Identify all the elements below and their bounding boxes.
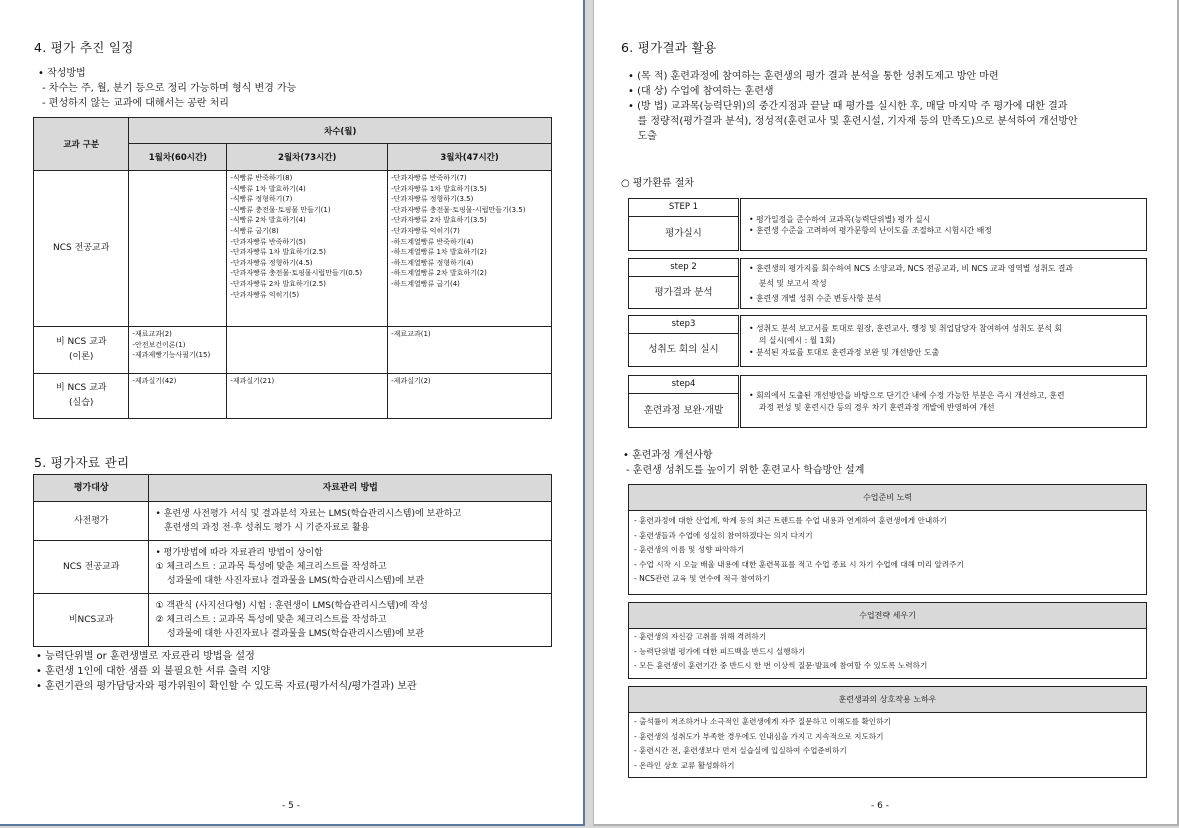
table-row-non-ncs-practice [34,374,552,419]
month-3-cell: -단과자빵류 반죽하기(7) -단과자빵류 1차 발효하기(3.5) -단과자빵류 정형하기(3.5) -단과자빵류 충전물·토핑물-시럽만들기(3.5) -단과자빵류 2차 발효하기(3.5) -단과자빵류 익히기(7) -하드계열빵류 반죽하기(4) -하드계열빵류 1차 발효하기(2) -하드계열빵류 정형하기(4) -하드계열빵류 2차 발효하기(2) -하드계열빵류 굽기(4) [388,171,552,327]
table-row: 비NCS교과 ① 객관식 (사지선다형) 시험 : 훈련생이 LMS(학습관리시스템)에 작성 ② 체크리스트 : 교과목 특성에 맞춘 체크리스트를 작성하고 성과물에 대한 사진자료나 결과물을 LMS(학습관리시스템)에 보관 [34,594,552,647]
improvement-title: • 훈련과정 개선사항 [623,450,713,461]
step-1-description: • 평가일정을 준수하여 교과목(능력단위별) 평가 실시 • 훈련생 수준을 고려하여 평가문항의 난이도를 조절하고 시험시간 배정 [740,198,1147,251]
section-4-title: 4. 평가 추진 일정 [34,40,134,55]
method-line-1: - 차수는 주, 월, 분기 등으로 정리 가능하며 형식 변경 가능 [42,83,297,94]
method-bullet-cont-1: 를 정량적(평가결과 분석), 정성적(훈련교사 및 훈련시설, 기자재 등의 만족도)으로 분석하여 개선방안 [628,116,1078,127]
note-1: • 능력단위별 or 훈련생별로 자료관리 방법을 설정 [36,651,255,662]
document-page-6 [593,0,1179,826]
month-3-cell: -제과실기(2) [388,374,552,419]
month-1-cell [129,171,227,327]
note-2: • 훈련생 1인에 대한 샘플 외 불필요한 서류 출력 지양 [36,666,271,677]
row-label: 비 NCS 교과 (이론) [34,327,129,374]
step-3-box: step3 성취도 회의 실시 [628,315,739,367]
page-number: - 5 - [282,801,300,811]
method-bullet-cont-2: 도출 [628,131,657,142]
method-bullet: • 작성방법 [38,68,86,79]
header-rounds: 차수(월) [129,118,552,144]
step-3-description: • 성취도 분석 보고서를 토대로 원장, 훈련교사, 행정 및 취업담당자 참여하여 성취도 분석 회 의 실시(예시 : 월 1회) • 분석된 자료를 토대로 훈련과정 보완 및 개선방안 도출 [740,315,1147,367]
month-2-cell [227,327,388,374]
table-row-ncs-major [34,171,552,327]
data-management-table [33,474,552,647]
header-month-2: 2월차(73시간) [227,144,388,171]
method-bullet: • (방 법) 교과목(능력단위)의 중간지점과 끝날 때 평가를 실시한 후, 매달 마지막 주 평가에 대한 결과 [628,101,1068,112]
month-2-cell: -식빵류 반죽하기(8) -식빵류 1차 발효하기(4) -식빵류 정형하기(7) -식빵류 충전물·토핑물 만들기(1) -식빵류 2차 발효하기(4) -식빵류 굽기(8) -단과자빵류 반죽하기(5) -단과자빵류 1차 발효하기(2.5) -단과자빵류 정형하기(4.5) -단과자빵류 충전물·토핑물시럽만들기(0.5) -단과자빵류 2차 발효하기(2.5) -단과자빵류 익히기(5) [227,171,388,327]
header-month-3: 3월차(47시간) [388,144,552,171]
section-5-title: 5. 평가자료 관리 [34,455,130,470]
month-1-cell: -재료교과(2) -안전보건이론(1) -제과제빵기능사필기(15) [129,327,227,374]
table-row: 사전평가 • 훈련생 사전평가 서식 및 결과분석 자료는 LMS(학습관리시스템)에 보관하고 훈련생의 과정 전·후 성취도 평가 시 기준자료로 활용 [34,502,552,541]
procedure-title: ○ 평가환류 절차 [621,178,695,189]
table-row-non-ncs-theory [34,327,552,374]
table-row: NCS 전공교과 • 평가방법에 따라 자료관리 방법이 상이함 ① 체크리스트 : 교과목 특성에 맞춘 체크리스트를 작성하고 성과물에 대한 사진자료나 결과물을 LMS(학습관리시스템)에 보관 [34,541,552,594]
step-1-box: STEP 1 평가실시 [628,198,739,251]
step-2-description: • 훈련생의 평가지를 회수하여 NCS 소양교과, NCS 전공교과, 비 NCS 교과 영역별 성취도 결과 분석 및 보고서 작성 • 훈련생 개별 성취 수준 변동사항 분석 [740,258,1147,309]
step-4-box: step4 훈련과정 보완·개발 [628,375,739,428]
improvement-subtitle: - 훈련생 성취도를 높이기 위한 훈련교사 학습방안 설계 [626,465,865,476]
class-strategy-box: 수업전략 세우기 - 훈련생의 자신감 고취를 위해 격려하기 - 능력단위별 평가에 대한 피드백을 반드시 실행하기 - 모든 훈련생이 훈련기간 중 반드시 한 번 이상씩 질문·발표에 참여할 수 있도록 노력하기 [628,602,1147,679]
row-label: 비 NCS 교과 (실습) [34,374,129,419]
method-line-2: - 편성하지 않는 교과에 대해서는 공란 처리 [42,98,229,109]
purpose-bullet: • (목 적) 훈련과정에 참여하는 훈련생의 평가 결과 분석을 통한 성취도제고 방안 마련 [628,71,999,82]
target-bullet: • (대 상) 수업에 참여하는 훈련생 [628,86,774,97]
page-number: - 6 - [871,801,889,811]
row-label: NCS 전공교과 [34,171,129,327]
step-2-box: step 2 평가결과 분석 [628,258,739,309]
document-page-5 [0,0,585,826]
schedule-table [33,117,552,419]
month-1-cell: -제과실기(42) [129,374,227,419]
section-6-title: 6. 평가결과 활용 [621,40,717,55]
month-2-cell: -제과실기(21) [227,374,388,419]
header-category: 교과 구분 [34,118,129,171]
header-month-1: 1월차(60시간) [129,144,227,171]
class-preparation-box: 수업준비 노력 - 훈련과정에 대한 산업계, 학계 등의 최근 트렌드를 수업 내용과 연계하여 훈련생에게 안내하기 - 훈련생들과 수업에 성실히 참여하겠다는 의지 다지기 - 훈련생의 이름 및 성향 파악하기 - 수업 시작 시 오늘 배울 내용에 대한 훈련목표를 적고 수업 종료 시 차기 수업에 대해 미리 알려주기 - NCS관련 교육 및 연수에 적극 참여하기 [628,484,1147,595]
header-target: 평가대상 [34,475,149,502]
header-method: 자료관리 방법 [149,475,552,502]
note-3: • 훈련기관의 평가담당자와 평가위원이 확인할 수 있도록 자료(평가서식/평가결과) 보관 [36,681,417,692]
step-4-description: • 회의에서 도출된 개선방안을 바탕으로 단기간 내에 수정 가능한 부분은 즉시 개선하고, 훈련 과정 편성 및 훈련시간 등의 경우 차기 훈련과정 개발에 반영하여 개선 [740,375,1147,428]
trainee-interaction-box: 훈련생과의 상호작용 노하우 - 출석률이 저조하거나 소극적인 훈련생에게 자주 질문하고 이해도를 확인하기 - 훈련생의 성취도가 부족한 경우에도 인내심을 가지고 지속적으로 지도하기 - 훈련시간 전, 훈련생보다 먼저 실습실에 입실하여 수업준비하기 - 온라인 상호 교류 활성화하기 [628,686,1147,778]
month-3-cell: -재료교과(1) [388,327,552,374]
